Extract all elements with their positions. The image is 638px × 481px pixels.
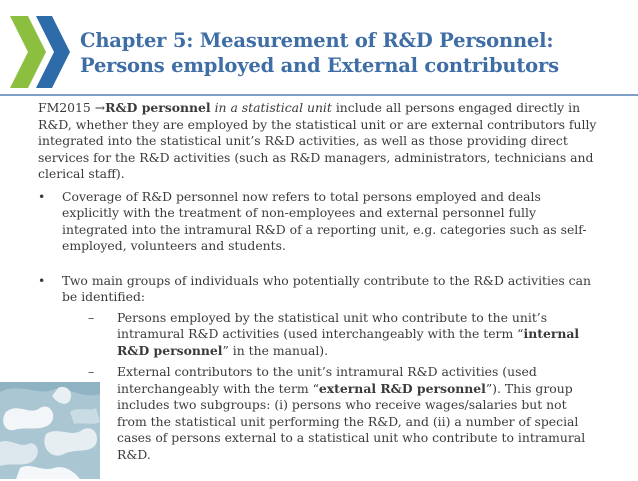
lead-prefix: FM2015 xyxy=(38,100,95,115)
bullet-text: Coverage of R&D personnel now refers to total persons employed and deals explicitly with the treatment of non-employees and external personnel fully integrated into the intramural R&D of a reporting unit, e.g. categories such as self-employed, volunteers and students. xyxy=(62,188,587,253)
sub-bullet-pre: Persons employed by the statistical unit who contribute to the unit’s intramural R&D activities (used interchangeably with the term “ xyxy=(117,309,548,341)
lead-rest: include all persons engaged directly in R&D, whether they are employed by the statistical unit or are external contributors fully integrated into the statistical unit’s R&D activities, as well as those providing direct services for the R&D activities (such as R&D managers, administrators, technicians and clerical staff). xyxy=(38,100,597,181)
sub-bullet-bold: internal R&D personnel xyxy=(117,326,580,358)
sub-bullet-pre: External contributors to the unit’s intramural R&D activities (used interchangeably with the term “ xyxy=(117,364,537,396)
title-line-1: Chapter 5: Measurement of R&D Personnel: xyxy=(80,29,554,52)
sub-bullet-item xyxy=(88,310,598,360)
bullet-list xyxy=(38,189,598,464)
sub-bullet-bold: external R&D personnel xyxy=(318,380,486,396)
lead-key-term: R&D personnel xyxy=(105,100,211,115)
dash-icon: – xyxy=(88,309,95,325)
arrow-icon: → xyxy=(94,100,106,115)
bullet-item xyxy=(38,189,598,255)
title-line-2: Persons employed and External contributors xyxy=(80,54,559,77)
bullet-icon: • xyxy=(38,272,46,288)
oecd-logo xyxy=(6,10,76,90)
sub-bullet-list xyxy=(62,310,598,464)
sub-bullet-post: ”). This group includes two subgroups: (i) persons who receive wages/salaries but not from the statistical unit performing the R&D, and (ii) a number of special cases of persons external to a statistical unit who contribute to intramural R&D. xyxy=(117,380,586,462)
bullet-item xyxy=(38,273,598,464)
logo-green-chevron-icon xyxy=(10,16,46,88)
puzzle-decoration xyxy=(0,382,100,479)
dash-icon: – xyxy=(88,364,95,379)
title-divider xyxy=(0,94,638,96)
lead-italic: in a statistical unit xyxy=(210,100,332,115)
bullet-text: Two main groups of individuals who potentially contribute to the R&D activities can be identified: xyxy=(62,272,591,304)
sub-bullet-post: ” in the manual). xyxy=(222,342,329,358)
slide-body xyxy=(38,100,598,481)
bullet-icon: • xyxy=(38,188,46,204)
slide-title xyxy=(80,28,630,78)
lead-paragraph xyxy=(38,100,598,183)
sub-bullet-item xyxy=(88,364,598,463)
